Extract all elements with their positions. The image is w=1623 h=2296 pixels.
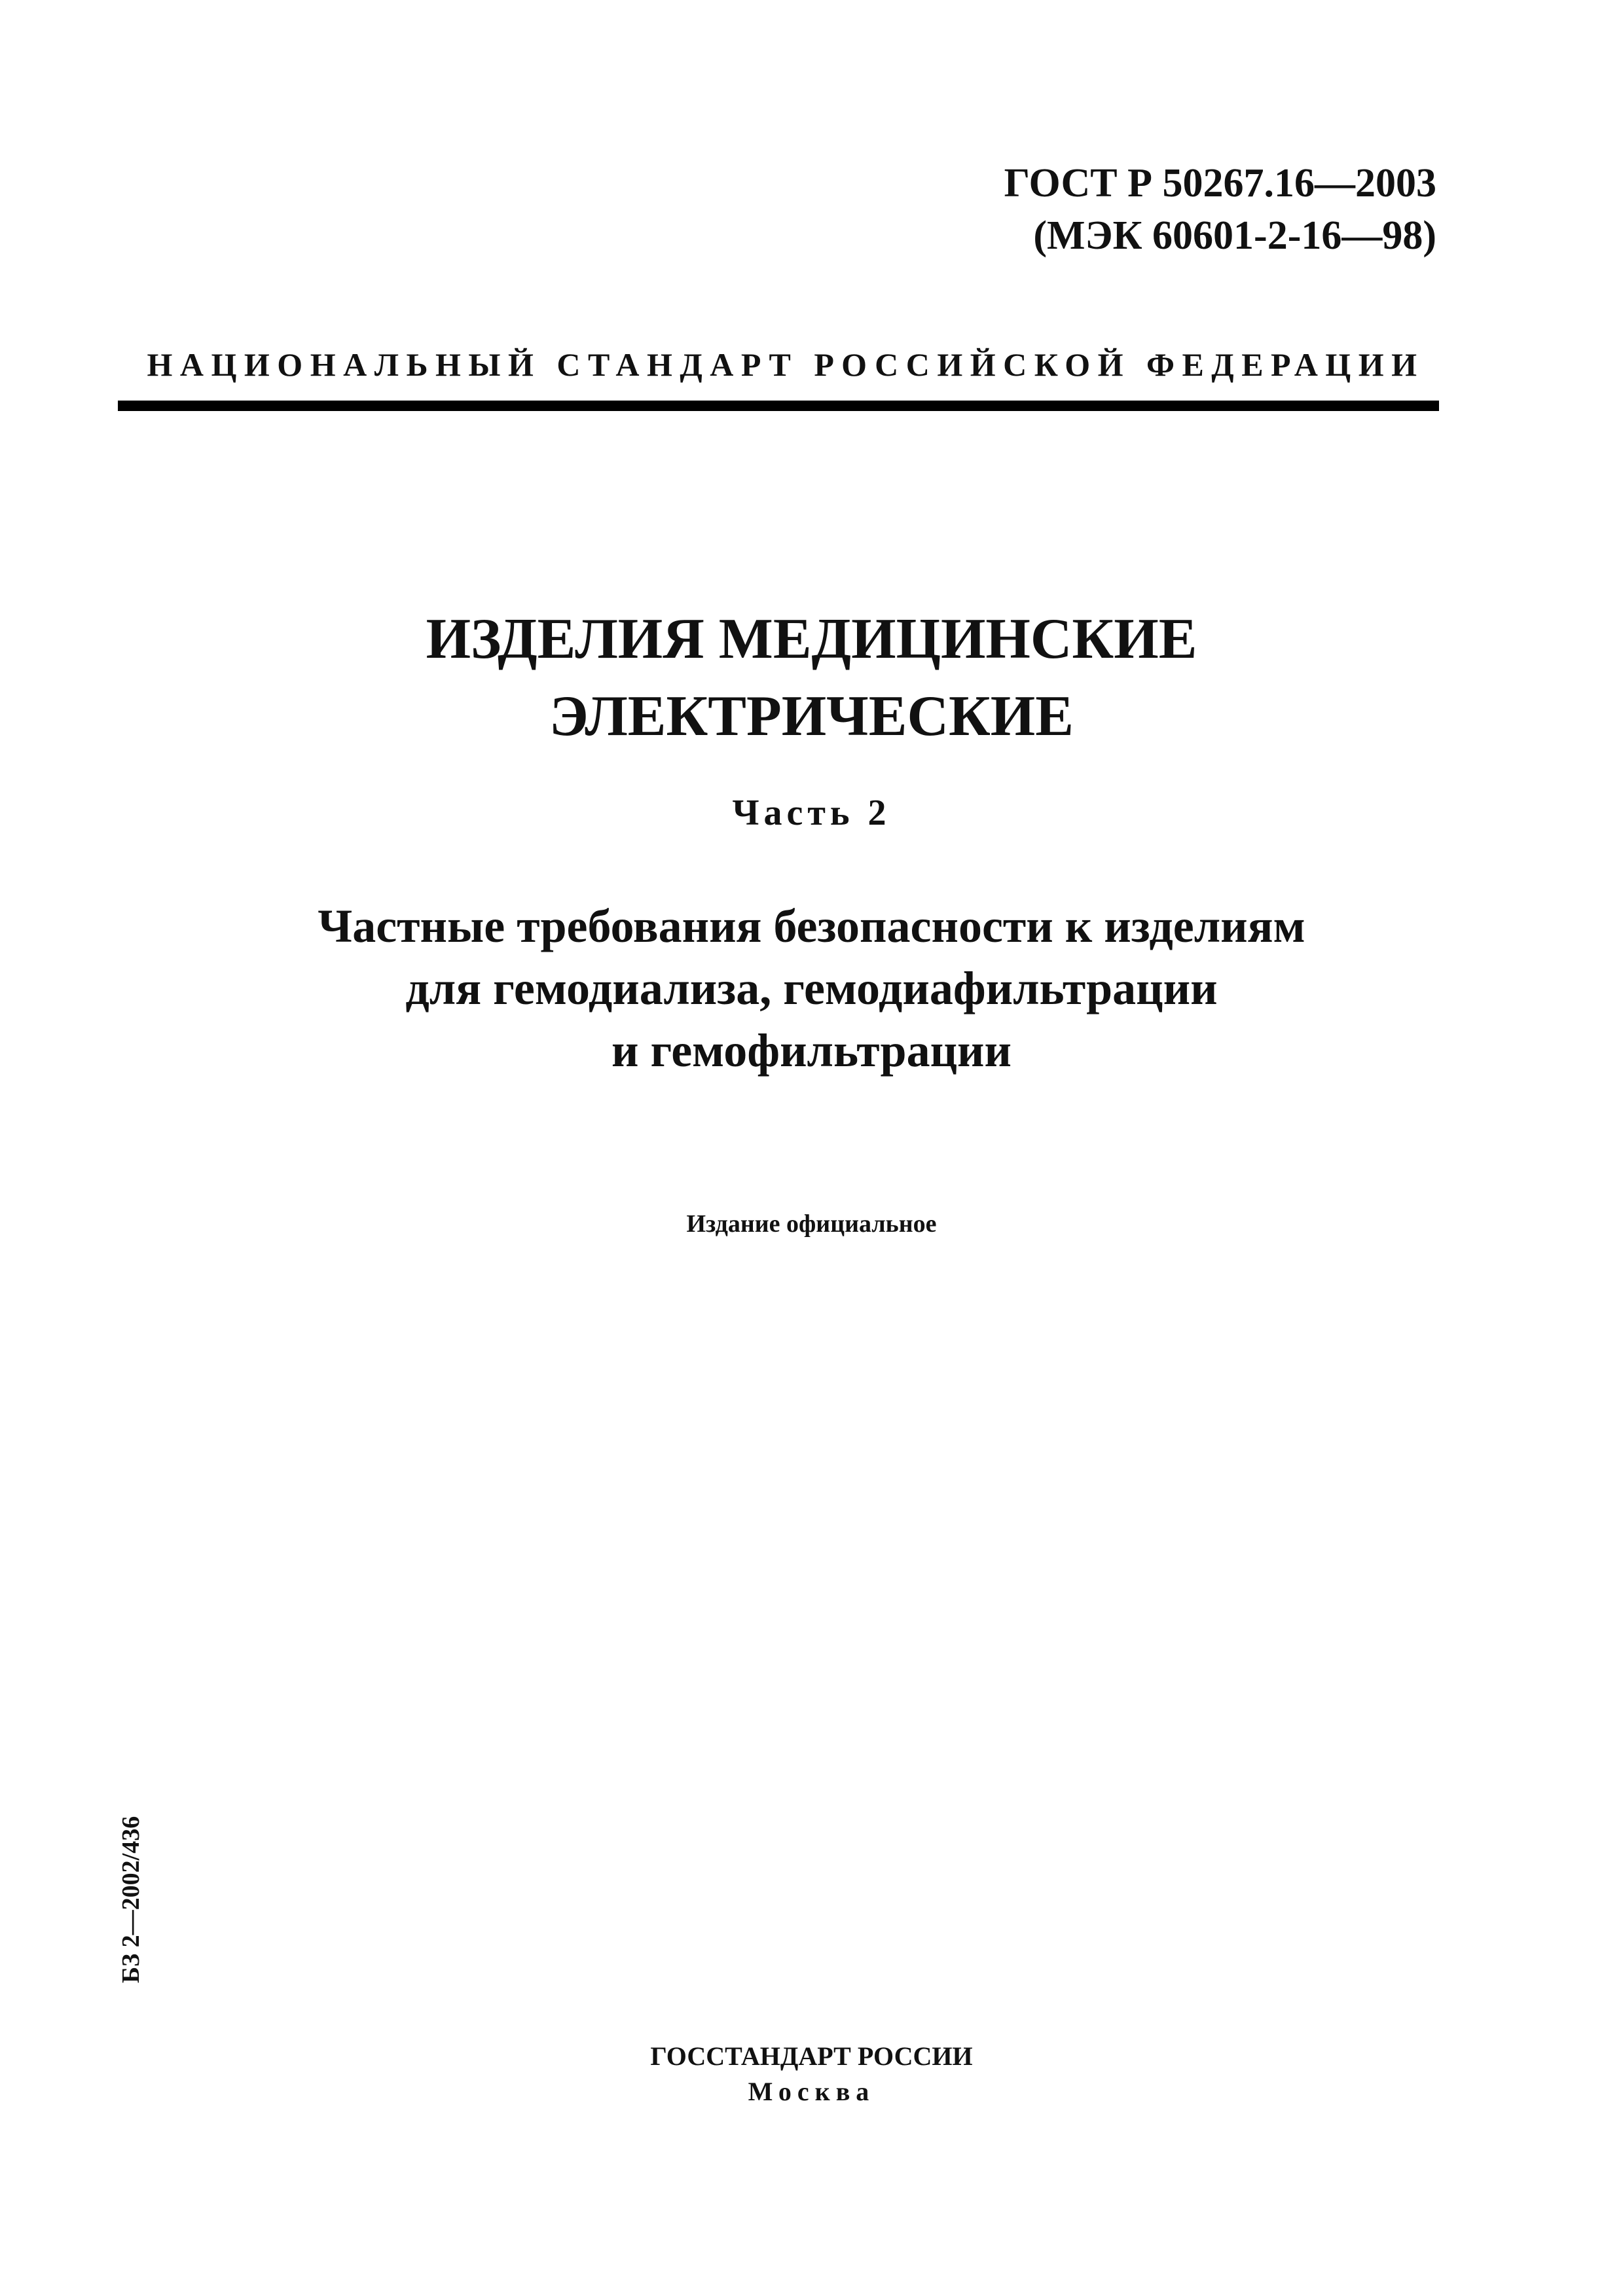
document-subtitle	[0, 895, 1623, 1082]
title-line-2: ЭЛЕКТРИЧЕСКИЕ	[549, 685, 1074, 748]
heading-rule	[118, 401, 1439, 411]
edition-label: Издание официальное	[686, 1210, 937, 1238]
part-label: Часть 2	[732, 793, 891, 833]
document-title	[0, 601, 1623, 755]
national-standard-heading: НАЦИОНАЛЬНЫЙ СТАНДАРТ РОССИЙСКОЙ ФЕДЕРАЦИИ	[147, 346, 1425, 383]
publisher-city: Москва	[748, 2077, 875, 2106]
subtitle-line-3: и гемофильтрации	[611, 1024, 1012, 1077]
publisher-name: ГОССТАНДАРТ РОССИИ	[650, 2041, 973, 2071]
side-code: БЗ 2—2002/436	[117, 1816, 145, 1983]
standard-number: ГОСТ Р 50267.16—2003	[1004, 161, 1436, 206]
title-line-1: ИЗДЕЛИЯ МЕДИЦИНСКИЕ	[426, 607, 1197, 671]
iec-equivalent-number: (МЭК 60601-2-16—98)	[1033, 213, 1436, 258]
subtitle-line-2: для гемодиализа, гемодиафильтрации	[405, 962, 1218, 1014]
subtitle-line-1: Частные требования безопасности к изделиям	[318, 900, 1305, 952]
standard-designation	[1004, 157, 1436, 262]
publisher-block	[0, 2039, 1623, 2109]
